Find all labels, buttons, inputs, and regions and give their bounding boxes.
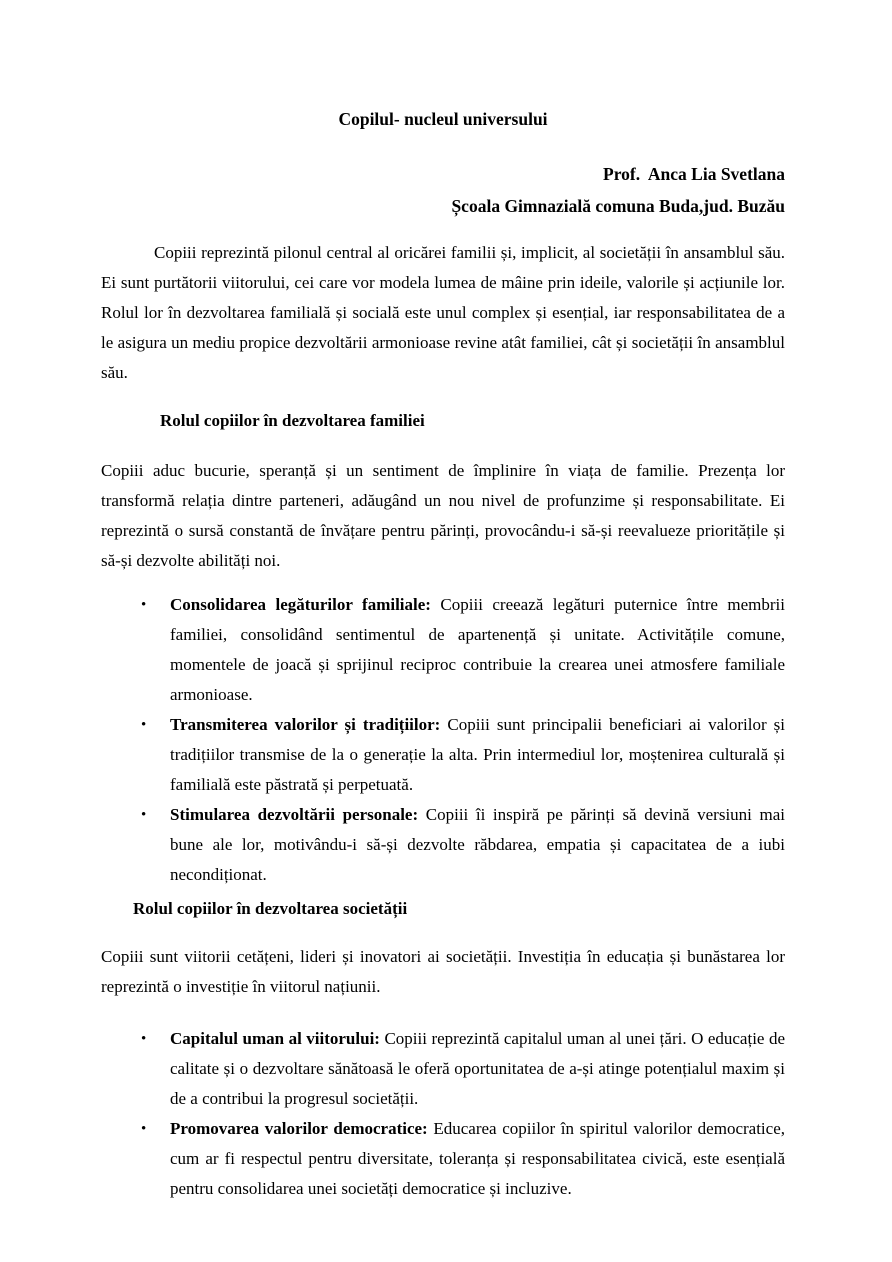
- bullet-text: Copiii creează legături puternice între membrii familiei, consolidând sentimentul de apartenență și unitate. Activitățile comune, momentele de joacă și sprijinul reciproc contribuie la crearea unei atmosfere familiale armonioase.: [170, 595, 786, 704]
- list-item: [101, 1114, 785, 1204]
- bullet-label: Transmiterea valorilor și tradițiilor:: [170, 715, 441, 734]
- paragraph-family: Copiii aduc bucurie, speranță și un sentiment de împlinire în viața de familie. Prezența lor transformă relația dintre parteneri, adăugând un nou nivel de profunzime și responsabilitate. Ei reprezintă o sursă constantă de învățare pentru părinți, provocându-i să-și reevalueze prioritățile și să-și dezvolte abilități noi.: [101, 461, 785, 570]
- document-title: Copilul- nucleul universului: [338, 109, 548, 129]
- byline-school: Școala Gimnazială comuna Buda,jud. Buzău: [451, 196, 785, 216]
- bullet-list-society: [101, 1024, 785, 1204]
- bullet-text: Copiii reprezintă capitalul uman al unei țări. O educație de calitate și o dezvoltare sănătoasă le oferă oportunitatea de a-și atinge potențialul maxim și de a contribui la progresul societății.: [170, 1029, 786, 1108]
- list-item: [101, 800, 785, 890]
- bullet-text: Copiii sunt principalii beneficiari ai valorilor și tradițiilor transmise de la o generație la alta. Prin intermediul lor, moștenirea culturală și familială este păstrată și perpetuată.: [170, 715, 786, 794]
- list-item: [101, 590, 785, 710]
- list-item: [101, 710, 785, 800]
- bullet-label: Promovarea valorilor democratice:: [170, 1119, 428, 1138]
- bullet-label: Stimularea dezvoltării personale:: [170, 805, 419, 824]
- bullet-label: Capitalul uman al viitorului:: [170, 1029, 380, 1048]
- bullet-icon: •: [141, 717, 147, 733]
- heading-family-role: Rolul copiilor în dezvoltarea familiei: [160, 411, 425, 430]
- bullet-label: Consolidarea legăturilor familiale:: [170, 595, 431, 614]
- bullet-text: Educarea copiilor în spiritul valorilor democratice, cum ar fi respectul pentru diversitate, toleranța și responsabilitatea civică, este esențială pentru consolidarea unei societăți democratice și incluzive.: [170, 1119, 785, 1198]
- bullet-icon: •: [141, 597, 147, 613]
- bullet-icon: •: [141, 1121, 147, 1137]
- list-item: [101, 1024, 785, 1114]
- bullet-icon: •: [141, 807, 147, 823]
- paragraph-society: Copiii sunt viitorii cetățeni, lideri și inovatori ai societății. Investiția în educația și bunăstarea lor reprezintă o investiție în viitorul națiunii.: [101, 947, 785, 996]
- byline-author: Prof. Anca Lia Svetlana: [603, 164, 785, 184]
- paragraph-intro: Copiii reprezintă pilonul central al oricărei familii și, implicit, al societății în ansamblul său. Ei sunt purtătorii viitorului, cei care vor modela lumea de mâine prin ideile, valorile și acțiunile lor. Rolul lor în dezvoltarea familială și socială este unul complex și esențial, iar responsabilitatea de a le asigura un mediu propice dezvoltării armonioase revine atât familiei, cât și societății în ansamblul său.: [101, 243, 785, 382]
- bullet-text: Copiii îi inspiră pe părinți să devină versiuni mai bune ale lor, motivându-i să-și dezvolte răbdarea, empatia și capacitatea de a iubi necondiționat.: [170, 805, 785, 884]
- byline-block: [101, 158, 785, 222]
- bullet-list-family: [101, 590, 785, 890]
- bullet-icon: •: [141, 1031, 147, 1047]
- heading-society-role: Rolul copiilor în dezvoltarea societății: [133, 899, 408, 918]
